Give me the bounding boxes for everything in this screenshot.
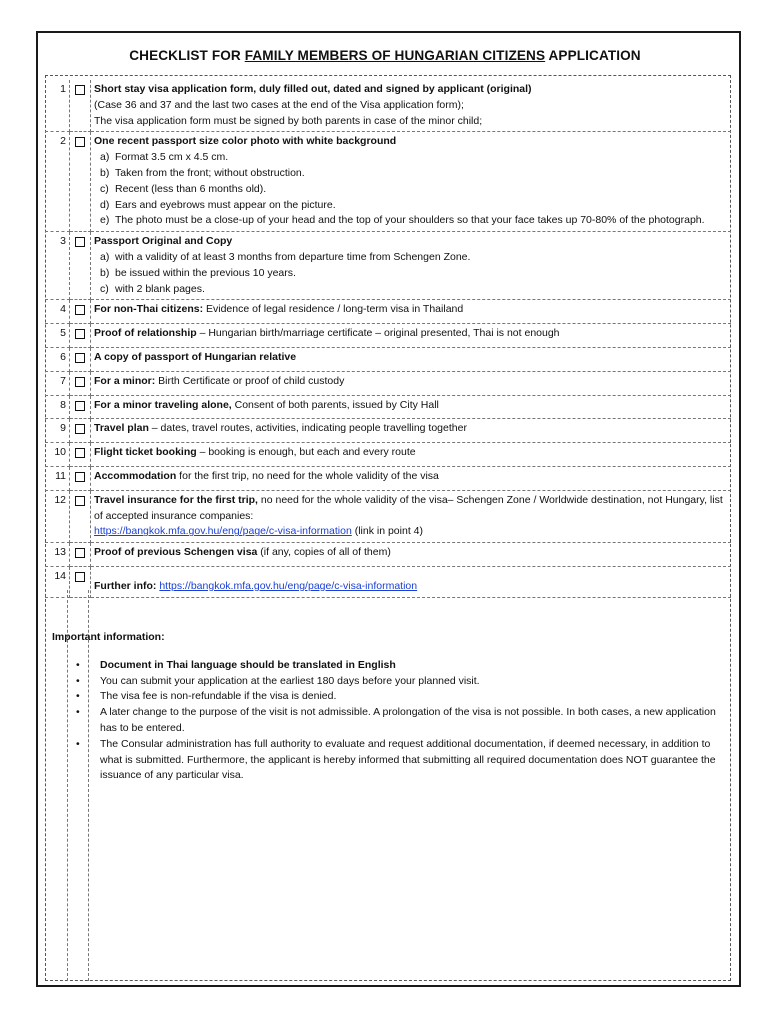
item-title: Short stay visa application form, duly filled out, dated and signed by applicant (original) bbox=[94, 83, 532, 95]
item-content bbox=[91, 232, 732, 300]
item-text: – booking is enough, but each and every route bbox=[196, 446, 416, 459]
item-title: For a minor: bbox=[94, 374, 156, 387]
sub-text: with a validity of at least 3 months from departure time from Schengen Zone. bbox=[115, 250, 471, 263]
sub-item bbox=[94, 198, 728, 214]
item-text: Consent of both parents, issued by City Hall bbox=[231, 398, 439, 411]
item-number: 13 bbox=[45, 543, 70, 567]
sub-item bbox=[94, 166, 728, 182]
sub-list bbox=[94, 150, 728, 229]
checkbox[interactable] bbox=[75, 237, 85, 247]
checklist-row bbox=[45, 395, 731, 419]
sub-text: Recent (less than 6 months old). bbox=[115, 182, 267, 195]
item-title: Travel insurance for the first trip, bbox=[94, 493, 258, 506]
item-content bbox=[91, 347, 732, 371]
checkbox-cell[interactable] bbox=[70, 371, 91, 395]
item-content bbox=[91, 419, 732, 443]
info-bullet bbox=[52, 705, 722, 737]
item-number: 3 bbox=[45, 232, 70, 300]
sub-item bbox=[94, 182, 728, 198]
item-number: 5 bbox=[45, 324, 70, 348]
sub-letter: e) bbox=[100, 214, 110, 227]
checkbox-cell[interactable] bbox=[70, 543, 91, 567]
item-title: For a minor traveling alone, bbox=[94, 398, 232, 411]
sub-letter: a) bbox=[100, 250, 110, 263]
info-bullet bbox=[52, 737, 722, 784]
item-title: One recent passport size color photo with white background bbox=[94, 135, 397, 148]
sub-text: Ears and eyebrows must appear on the picture. bbox=[115, 198, 336, 211]
info-bullet-text: The Consular administration has full authority to evaluate and request additional documentation, if deemed necessary, in addition to what is submitted. Furthermore, the applicant is hereby informed that submitting all required documentation does NOT guarantee the issuance of any particular visa. bbox=[100, 737, 716, 782]
bullet-symbol: • bbox=[76, 658, 80, 671]
sub-item bbox=[94, 266, 728, 282]
info-bullet-text: A later change to the purpose of the visit is not admissible. A prolongation of the visa is not possible. In both cases, a new application has to be entered. bbox=[100, 706, 716, 734]
item-content bbox=[91, 395, 732, 419]
item-content bbox=[91, 490, 732, 542]
checkbox-cell[interactable] bbox=[70, 466, 91, 490]
item-text: – Hungarian birth/marriage certificate – original presented, Thai is not enough bbox=[196, 327, 560, 340]
item-content bbox=[91, 443, 732, 467]
item-title: A copy of passport of Hungarian relative bbox=[94, 350, 297, 363]
sub-text: Format 3.5 cm x 4.5 cm. bbox=[115, 151, 229, 164]
page-title bbox=[0, 48, 770, 63]
item-number: 6 bbox=[45, 347, 70, 371]
item-title: For non-Thai citizens: bbox=[94, 303, 204, 316]
item-text: (link in point 4) bbox=[351, 525, 423, 538]
checklist-row bbox=[45, 466, 731, 490]
item-number: 11 bbox=[45, 466, 70, 490]
item-content bbox=[91, 324, 732, 348]
checkbox[interactable] bbox=[75, 496, 85, 506]
item-content bbox=[91, 80, 732, 132]
checklist-row bbox=[45, 566, 731, 597]
item-number: 10 bbox=[45, 443, 70, 467]
info-heading: Important information: bbox=[52, 631, 165, 643]
sub-item bbox=[94, 282, 728, 298]
sub-letter: d) bbox=[100, 198, 110, 211]
info-bullet-text: Document in Thai language should be translated in English bbox=[100, 658, 396, 671]
checkbox-cell[interactable] bbox=[70, 300, 91, 324]
sub-text: be issued within the previous 10 years. bbox=[115, 266, 296, 279]
checkbox-cell[interactable] bbox=[70, 347, 91, 371]
item-text: (if any, copies of all of them) bbox=[257, 546, 391, 559]
checklist-row bbox=[45, 443, 731, 467]
item-title: Passport Original and Copy bbox=[94, 235, 233, 248]
sub-text: The photo must be a close-up of your head and the top of your shoulders so that your face takes up 70-80% of the photograph. bbox=[115, 214, 705, 227]
checklist-row bbox=[45, 300, 731, 324]
info-bullet bbox=[52, 689, 722, 705]
checklist-row bbox=[45, 132, 731, 232]
checkbox[interactable] bbox=[75, 572, 85, 582]
sub-item bbox=[94, 250, 728, 266]
checkbox-cell[interactable] bbox=[70, 419, 91, 443]
bullet-symbol: • bbox=[76, 674, 80, 687]
checklist-row bbox=[45, 490, 731, 542]
item-content bbox=[91, 371, 732, 395]
checkbox[interactable] bbox=[75, 401, 85, 411]
checkbox[interactable] bbox=[75, 548, 85, 558]
checkbox-cell[interactable] bbox=[70, 80, 91, 132]
title-post: APPLICATION bbox=[545, 48, 641, 63]
item-text: Evidence of legal residence / long-term visa in Thailand bbox=[203, 303, 464, 316]
bullet-symbol: • bbox=[76, 737, 80, 750]
checkbox[interactable] bbox=[75, 137, 85, 147]
item-title: Flight ticket booking bbox=[94, 446, 197, 459]
sub-letter: b) bbox=[100, 166, 110, 179]
checklist-row bbox=[45, 371, 731, 395]
item-content bbox=[91, 566, 732, 597]
item-number: 2 bbox=[45, 132, 70, 232]
bullet-symbol: • bbox=[76, 690, 80, 703]
item-line: (Case 36 and 37 and the last two cases at the end of the Visa application form); bbox=[94, 98, 464, 111]
item-title: Travel plan bbox=[94, 422, 149, 435]
item-content bbox=[91, 300, 732, 324]
item-content bbox=[91, 132, 732, 232]
sub-letter: b) bbox=[100, 266, 110, 279]
item-number: 1 bbox=[45, 80, 70, 132]
title-underlined: FAMILY MEMBERS OF HUNGARIAN CITIZENS bbox=[244, 48, 546, 63]
info-bullet-text: You can submit your application at the earliest 180 days before your planned visit. bbox=[100, 674, 480, 687]
checkbox[interactable] bbox=[75, 329, 85, 339]
item-title: Proof of relationship bbox=[94, 327, 197, 340]
visa-info-link[interactable]: https://bangkok.mfa.gov.hu/eng/page/c-visa-information bbox=[159, 579, 418, 592]
checkbox[interactable] bbox=[75, 472, 85, 482]
sub-item bbox=[94, 213, 728, 229]
item-title: Further info: bbox=[94, 579, 157, 592]
sub-list bbox=[94, 250, 728, 297]
checkbox[interactable] bbox=[75, 353, 85, 363]
important-information bbox=[52, 630, 722, 784]
sub-letter: c) bbox=[100, 182, 109, 195]
title-pre: CHECKLIST FOR bbox=[129, 48, 245, 63]
item-number: 12 bbox=[45, 490, 70, 542]
checkbox[interactable] bbox=[75, 448, 85, 458]
item-text: – dates, travel routes, activities, indicating people travelling together bbox=[148, 422, 467, 435]
item-number: 14 bbox=[45, 566, 70, 597]
info-bullet bbox=[52, 658, 722, 674]
sub-text: with 2 blank pages. bbox=[115, 282, 205, 295]
checklist-row bbox=[45, 80, 731, 132]
item-text: Birth Certificate or proof of child custody bbox=[155, 374, 345, 387]
info-list bbox=[52, 658, 722, 784]
item-text: for the first trip, no need for the whole validity of the visa bbox=[176, 469, 439, 482]
item-text: no need for the whole validity of the visa– Schengen Zone / Worldwide destination, not Hungary, list of accepted insurance companies: bbox=[94, 493, 723, 522]
item-title: Accommodation bbox=[94, 469, 177, 482]
item-number: 7 bbox=[45, 371, 70, 395]
checkbox[interactable] bbox=[75, 424, 85, 434]
checkbox-cell[interactable] bbox=[70, 132, 91, 232]
checklist-row bbox=[45, 232, 731, 300]
item-content bbox=[91, 466, 732, 490]
item-number: 8 bbox=[45, 395, 70, 419]
item-line: The visa application form must be signed by both parents in case of the minor child; bbox=[94, 114, 483, 127]
checkbox-cell[interactable] bbox=[70, 443, 91, 467]
checkbox[interactable] bbox=[75, 377, 85, 387]
checkbox-cell[interactable] bbox=[70, 324, 91, 348]
checklist-row bbox=[45, 347, 731, 371]
info-bullet-text: The visa fee is non-refundable if the visa is denied. bbox=[100, 690, 337, 703]
checkbox[interactable] bbox=[75, 85, 85, 95]
item-title: Proof of previous Schengen visa bbox=[94, 546, 258, 559]
sub-letter: c) bbox=[100, 282, 109, 295]
checkbox[interactable] bbox=[75, 305, 85, 315]
sub-text: Taken from the front; without obstruction. bbox=[115, 166, 305, 179]
item-content bbox=[91, 543, 732, 567]
checkbox-cell[interactable] bbox=[70, 232, 91, 300]
sub-letter: a) bbox=[100, 151, 110, 164]
info-bullet bbox=[52, 674, 722, 690]
checklist-row bbox=[45, 419, 731, 443]
checklist-row bbox=[45, 543, 731, 567]
visa-info-link[interactable]: https://bangkok.mfa.gov.hu/eng/page/c-visa-information bbox=[94, 525, 352, 538]
checkbox-cell[interactable] bbox=[70, 490, 91, 542]
item-number: 4 bbox=[45, 300, 70, 324]
sub-item bbox=[94, 150, 728, 166]
checklist-table bbox=[45, 80, 731, 598]
checklist-row bbox=[45, 324, 731, 348]
bullet-symbol: • bbox=[76, 706, 80, 719]
item-number: 9 bbox=[45, 419, 70, 443]
checkbox-cell[interactable] bbox=[70, 395, 91, 419]
